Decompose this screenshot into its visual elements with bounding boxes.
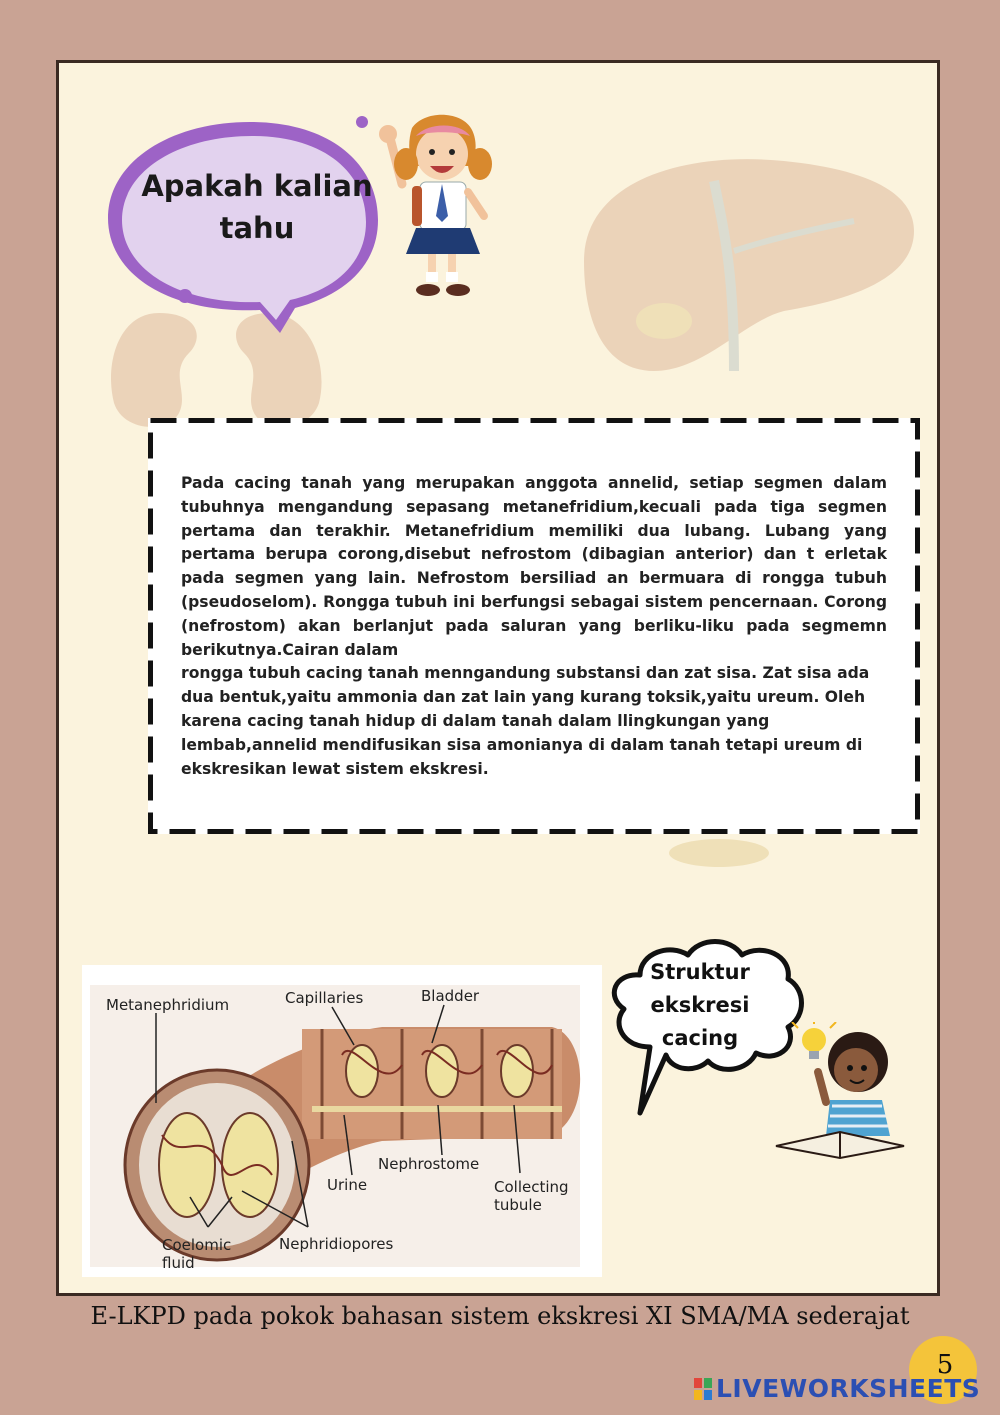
paragraph-line: karena cacing tanah hidup di dalam tanah dalam llingkungan yang xyxy=(181,711,770,730)
page-number: 5 xyxy=(936,1350,954,1380)
liveworksheets-logo-icon xyxy=(694,1378,712,1400)
liver-illustration xyxy=(564,141,924,381)
label-nephridiopores: Nephridiopores xyxy=(279,1235,394,1253)
paragraph-line: tubuhnya mengandung sepasang metanefridium,kecuali pada tiga segmen xyxy=(181,497,887,516)
paragraph-line: Pada cacing tanah yang merupakan anggota annelid, setiap segmen dalam xyxy=(181,474,887,492)
cloud-title-line1: Struktur xyxy=(650,960,750,984)
paragraph-line: pada segmen yang lain. Nefrostom bersiliad an bermuara di rongga tubuh xyxy=(181,569,887,588)
explanation-paragraph xyxy=(181,472,887,781)
label-coelomic-line2: fluid xyxy=(162,1254,195,1272)
callout-title xyxy=(132,165,382,249)
cloud-title-line2: ekskresi xyxy=(650,993,750,1017)
label-collecting-line2: tubule xyxy=(494,1196,542,1214)
girl-idea-illustration xyxy=(770,1022,910,1162)
paragraph-line: (nefrostom) akan berlanjut pada saluran yang berliku-liku pada segmemn xyxy=(181,616,887,635)
paragraph-line: pertama dan terakhir. Metanefridium memiliki dua lubang. Lubang yang xyxy=(181,521,887,540)
label-metanephridium: Metanephridium xyxy=(106,996,230,1014)
organ-shadow xyxy=(659,833,779,873)
label-coelomic-line1: Coelomic xyxy=(162,1236,232,1254)
cloud-title-line3: cacing xyxy=(661,1026,739,1050)
label-bladder: Bladder xyxy=(421,987,480,1005)
label-collecting-tubule xyxy=(494,1178,569,1214)
label-capillaries: Capillaries xyxy=(285,989,364,1007)
cloud-title xyxy=(620,956,780,1055)
paragraph-line: pertama berupa corong,disebut nefrostom (dibagian anterior) dan t erletak xyxy=(181,545,887,564)
footer-caption: E-LKPD pada pokok bahasan sistem ekskresi XI SMA/MA sederajat xyxy=(90,1302,910,1330)
label-urine: Urine xyxy=(327,1176,368,1194)
paragraph-line: ekskresikan lewat sistem ekskresi. xyxy=(181,759,489,778)
earthworm-diagram xyxy=(82,965,602,1277)
paragraph-line: rongga tubuh cacing tanah menngandung substansi dan zat sisa. Zat sisa ada xyxy=(181,664,870,683)
explanation-box xyxy=(148,418,920,834)
label-coelomic-fluid xyxy=(162,1236,231,1272)
label-collecting-line1: Collecting xyxy=(494,1178,569,1196)
paragraph-line: (pseudoselom). Rongga tubuh ini berfungsi sebagai sistem pencernaan. Corong xyxy=(181,592,887,611)
liveworksheets-brand[interactable]: LIVEWORKSHEETS xyxy=(716,1374,981,1403)
callout-title-line2: tahu xyxy=(219,211,295,245)
girl-waving-illustration xyxy=(372,106,504,302)
callout-title-line1: Apakah kalian xyxy=(141,169,373,203)
paragraph-line: dua bentuk,yaitu ammonia dan zat lain yang kurang toksik,yaitu ureum. Oleh xyxy=(181,688,866,707)
paragraph-line: berikutnya.Cairan dalam xyxy=(181,640,399,659)
paragraph-line: lembab,annelid mendifusikan sisa amonianya di dalam tanah tetapi ureum di xyxy=(181,735,863,754)
label-nephrostome: Nephrostome xyxy=(378,1155,480,1173)
